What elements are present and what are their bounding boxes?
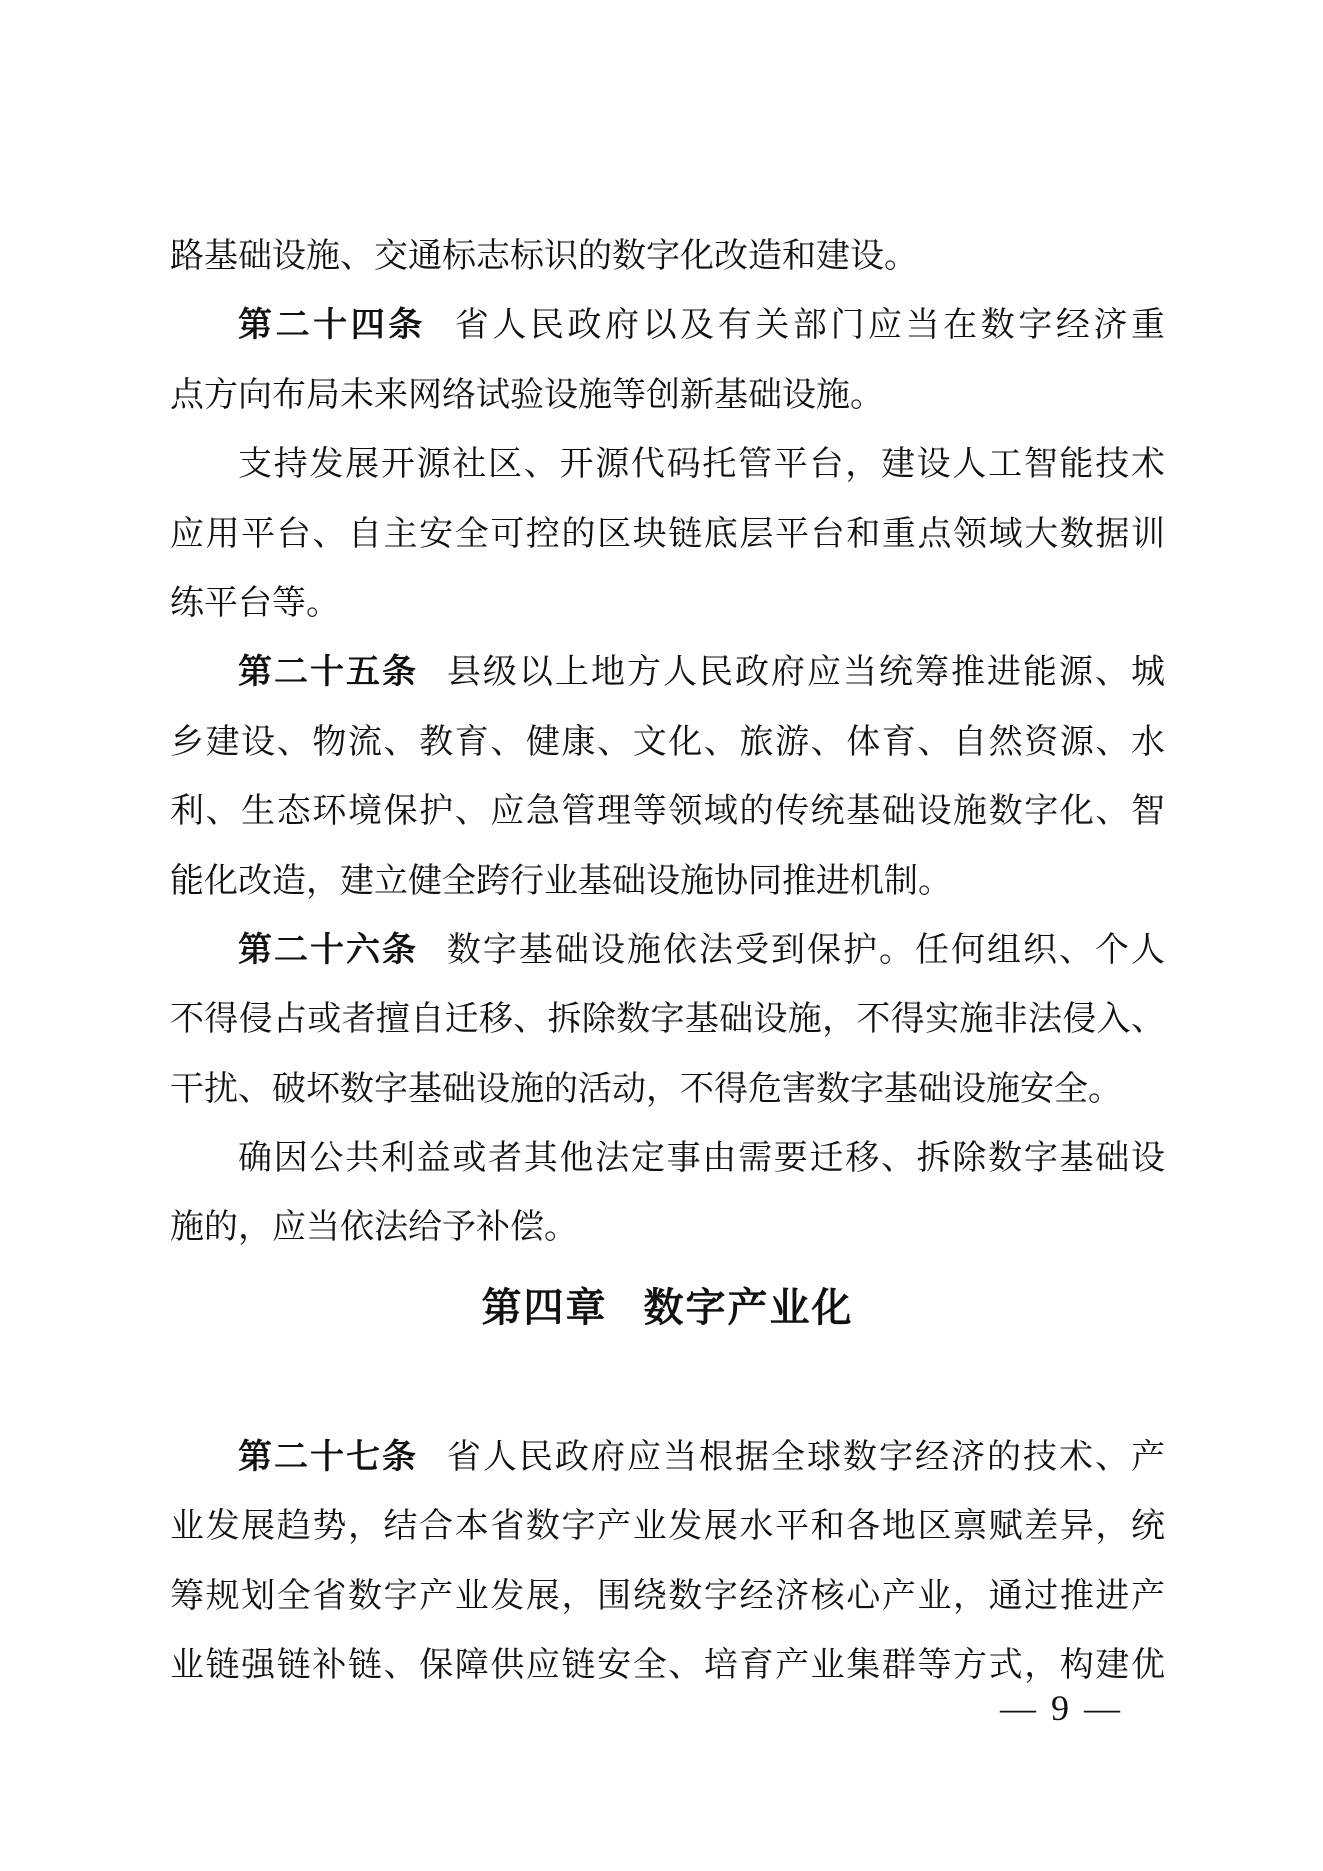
article-number: 第二十五条 [238, 653, 419, 692]
line-text: 筹规划全省数字产业发展，围绕数字经济核心产业，通过推进产 [170, 1577, 1165, 1615]
text-line [170, 1562, 1165, 1631]
line-text: 练平台等。 [170, 584, 340, 622]
line-text: 数字基础设施依法受到保护。任何组织、个人 [446, 931, 1166, 969]
text-line [170, 777, 1165, 846]
text-line [170, 291, 1165, 360]
text-line [170, 1423, 1165, 1492]
page-number: — 9 — [1000, 1688, 1123, 1728]
text-line [170, 1124, 1165, 1193]
line-text: 省人民政府应当根据全球数字经济的技术、产 [446, 1438, 1166, 1476]
text-line [170, 916, 1165, 985]
line-text: 业发展趋势，结合本省数字产业发展水平和各地区禀赋差异，统 [170, 1508, 1165, 1546]
line-text: 干扰、破坏数字基础设施的活动，不得危害数字基础设施安全。 [170, 1070, 1122, 1108]
article-number: 第二十六条 [238, 930, 419, 969]
document-body [170, 222, 1165, 1700]
text-line [170, 361, 1165, 430]
line-text: 业链强链补链、保障供应链安全、培育产业集群等方式，构建优 [170, 1647, 1165, 1685]
text-line [170, 847, 1165, 916]
text-line [170, 1492, 1165, 1561]
line-text: 不得侵占或者擅自迁移、拆除数字基础设施，不得实施非法侵入、 [170, 1001, 1165, 1039]
line-text: 利、生态环境保护、应急管理等领域的传统基础设施数字化、智 [170, 793, 1165, 831]
chapter-title: 数字产业化 [643, 1285, 854, 1330]
text-line [170, 500, 1165, 569]
line-text: 应用平台、自主安全可控的区块链底层平台和重点领域大数据训 [170, 515, 1165, 553]
line-text: 确因公共利益或者其他法定事由需要迁移、拆除数字基础设 [238, 1140, 1165, 1178]
line-text: 省人民政府以及有关部门应当在数字经济重 [454, 307, 1166, 345]
text-line [170, 985, 1165, 1054]
line-text: 能化改造，建立健全跨行业基础设施协同推进机制。 [170, 862, 952, 900]
text-line [170, 1055, 1165, 1124]
line-text: 县级以上地方人民政府应当统筹推进能源、城 [446, 654, 1166, 692]
chapter-heading [170, 1273, 1165, 1343]
article-number: 第二十七条 [238, 1437, 419, 1476]
text-line [170, 222, 1165, 291]
text-line [170, 638, 1165, 707]
text-line [170, 708, 1165, 777]
line-text: 乡建设、物流、教育、健康、文化、旅游、体育、自然资源、水 [170, 723, 1165, 761]
line-text: 施的，应当依法给予补偿。 [170, 1209, 578, 1247]
article-number: 第二十四条 [238, 306, 426, 345]
chapter-label: 第四章 [481, 1285, 608, 1330]
text-line [170, 430, 1165, 499]
line-text: 路基础设施、交通标志标识的数字化改造和建设。 [170, 238, 918, 275]
text-line [170, 1193, 1165, 1262]
line-text: 支持发展开源社区、开源代码托管平台，建设人工智能技术 [238, 446, 1165, 484]
line-text: 点方向布局未来网络试验设施等创新基础设施。 [170, 376, 884, 414]
text-line [170, 569, 1165, 638]
